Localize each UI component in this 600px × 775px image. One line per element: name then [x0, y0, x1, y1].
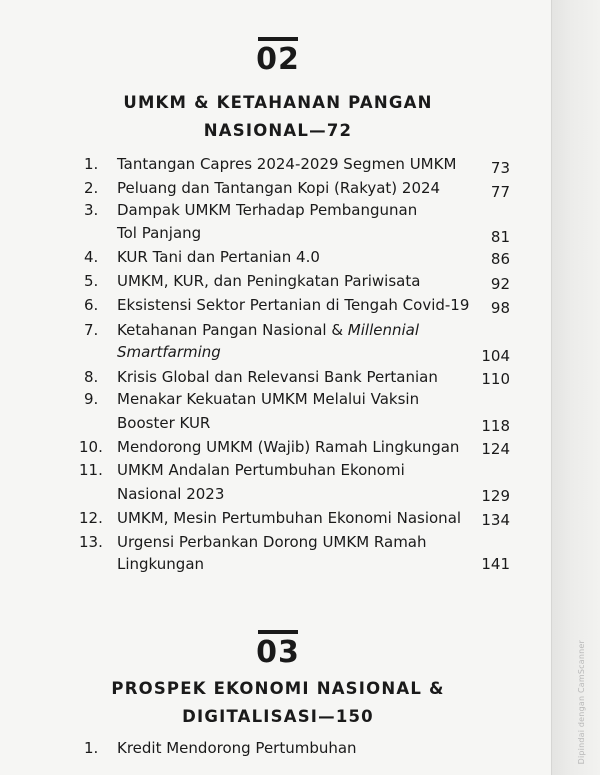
toc-entry-page: 86 — [490, 250, 510, 268]
chapter-03-title-line2: DIGITALISASI—150 — [182, 707, 374, 726]
toc-entry-page: 141 — [481, 555, 510, 573]
toc-entry-number: 4. — [84, 248, 99, 266]
toc-entry-page: 104 — [481, 347, 510, 365]
toc-entry-page: 110 — [481, 370, 510, 388]
toc-entry-title: UMKM, KUR, dan Peningkatan Pariwisata — [117, 272, 421, 290]
toc-entry-page: 92 — [490, 275, 510, 293]
chapter-03-number: 03 — [256, 635, 300, 670]
toc-entry-number: 1. — [84, 739, 99, 757]
chapter-03-title-line1: PROSPEK EKONOMI NASIONAL & — [111, 679, 445, 698]
chapter-02-title-line1: UMKM & KETAHANAN PANGAN — [123, 93, 433, 112]
toc-entry-page: 129 — [481, 487, 510, 505]
toc-entry-page: 118 — [481, 417, 510, 435]
toc-entry-number: 13. — [79, 533, 103, 551]
toc-entry-title: Eksistensi Sektor Pertanian di Tengah Covid-19 — [117, 296, 470, 314]
toc-entry-number: 12. — [79, 509, 103, 527]
toc-entry-title-line2: Tol Panjang — [117, 224, 202, 242]
toc-entry-title: Menakar Kekuatan UMKM Melalui Vaksin — [117, 390, 420, 408]
toc-entry-page: 98 — [490, 299, 510, 317]
chapter-02-title-line2: NASIONAL—72 — [203, 121, 353, 140]
toc-entry-title-line2: Lingkungan — [117, 555, 205, 573]
toc-entry-page: 73 — [490, 159, 510, 177]
toc-entry-title: Kredit Mendorong Pertumbuhan — [117, 739, 357, 757]
toc-entry-title-line2: Booster KUR — [117, 414, 211, 432]
toc-entry-page: 134 — [481, 511, 510, 529]
toc-entry-number: 9. — [84, 390, 99, 408]
toc-entry-number: 6. — [84, 296, 99, 314]
toc-entry-number: 3. — [84, 201, 99, 219]
toc-entry-number: 2. — [84, 179, 99, 197]
toc-entry-title: Urgensi Perbankan Dorong UMKM Ramah — [117, 533, 427, 551]
page-edge — [551, 0, 600, 775]
toc-entry-title-line2: Smartfarming — [117, 343, 221, 361]
toc-entry-title-part: Ketahanan Pangan Nasional & — [117, 321, 348, 339]
toc-entry-title: Krisis Global dan Relevansi Bank Pertanian — [117, 368, 438, 386]
toc-entry-number: 5. — [84, 272, 99, 290]
toc-entry-number: 1. — [84, 155, 99, 173]
toc-entry-title: Mendorong UMKM (Wajib) Ramah Lingkungan — [117, 438, 460, 456]
scanner-watermark: Dipindai dengan CamScanner — [577, 640, 586, 765]
toc-entry-title-italic: Millennial — [347, 321, 420, 339]
toc-entry-title: Dampak UMKM Terhadap Pembangunan — [117, 201, 418, 219]
toc-entry-number: 8. — [84, 368, 99, 386]
toc-entry-title: UMKM Andalan Pertumbuhan Ekonomi — [117, 461, 405, 479]
toc-entry-number: 7. — [84, 321, 99, 339]
toc-entry-title — [117, 319, 419, 341]
toc-entry-page: 124 — [481, 440, 510, 458]
toc-entry-number: 10. — [79, 438, 103, 456]
toc-entry-title: KUR Tani dan Pertanian 4.0 — [117, 248, 320, 266]
toc-entry-title: Peluang dan Tantangan Kopi (Rakyat) 2024 — [117, 179, 441, 197]
toc-entry-page: 77 — [490, 183, 510, 201]
chapter-02-number: 02 — [256, 42, 300, 77]
toc-entry-title: UMKM, Mesin Pertumbuhan Ekonomi Nasional — [117, 509, 462, 527]
toc-entry-title-line2: Nasional 2023 — [117, 485, 225, 503]
toc-entry-title: Tantangan Capres 2024-2029 Segmen UMKM — [117, 155, 457, 173]
toc-entry-page: 81 — [490, 228, 510, 246]
toc-entry-number: 11. — [79, 461, 103, 479]
